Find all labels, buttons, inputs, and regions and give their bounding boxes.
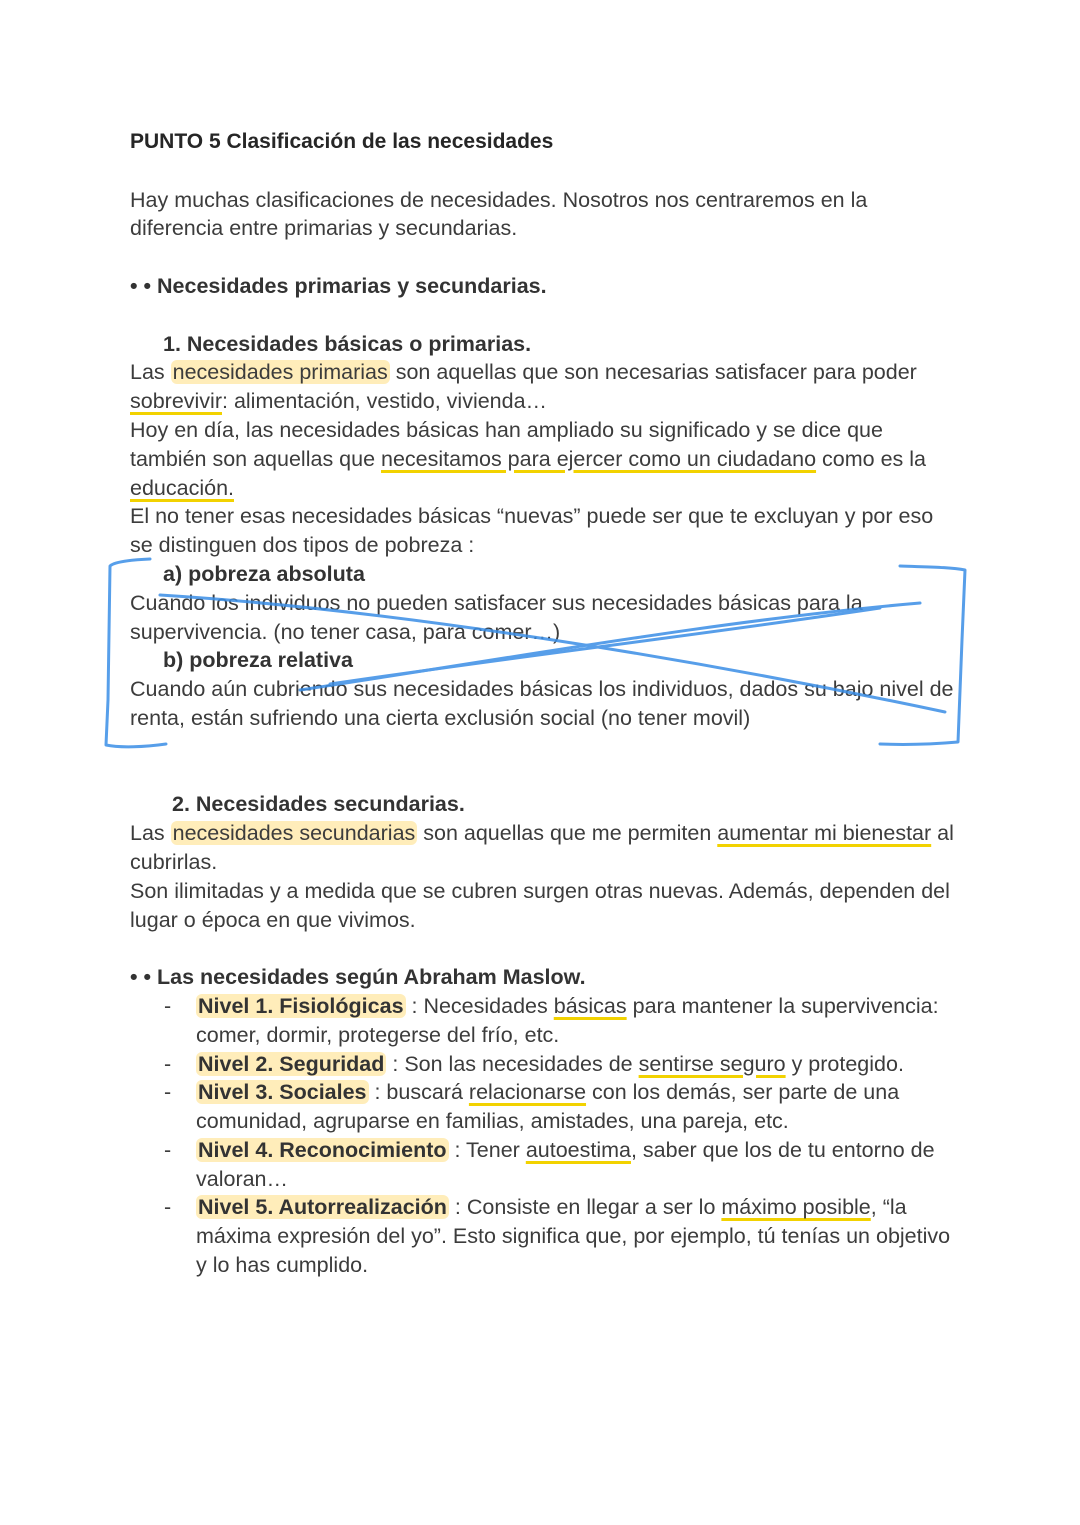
maslow-level-1: - Nivel 1. Fisiológicas : Necesidades básicas para mantener la supervivencia: comer, dormir, protegerse del frío, etc. [130, 992, 960, 1050]
underline-keyword: máximo posible [721, 1195, 871, 1220]
underline-bienestar: aumentar mi bienestar [717, 821, 932, 846]
item2-paragraph-1: Las necesidades secundarias son aquellas que me permiten aumentar mi bienestar al cubrirlas. [130, 821, 954, 874]
underline-keyword: relacionarse [468, 1080, 587, 1105]
level-label: Nivel 1. Fisiológicas [198, 993, 404, 1018]
pobreza-absoluta-text: Cuando los individuos no pueden satisfacer sus necesidades básicas para la supervivencia. (no tener casa, para comer…) [130, 590, 863, 644]
item1-paragraph-2: Hoy en día, las necesidades básicas han ampliado su significado y se dice que también son aquellas que necesitamos para ejercer como un ciudadano como es la educación. [130, 417, 926, 500]
underline-keyword: básicas [553, 993, 627, 1018]
list-dash: - [164, 1080, 172, 1105]
list-dash: - [164, 1137, 172, 1162]
maslow-level-2: - Nivel 2. Seguridad : Son las necesidades de sentirse seguro y protegido. [130, 1050, 960, 1079]
section-maslow-heading: • • Las necesidades según Abraham Maslow. [130, 965, 586, 990]
pobreza-relativa-text: Cuando aún cubriendo sus necesidades básicas los individuos, dados su bajo nivel de renta, están sufriendo una cierta exclusión social (no tener movil) [130, 677, 954, 730]
list-dash: - [164, 993, 172, 1018]
item2-heading: 2. Necesidades secundarias. [172, 792, 465, 817]
pobreza-absoluta-heading: a) pobreza absoluta [163, 561, 365, 586]
highlight-necesidades-secundarias: necesidades secundarias [172, 821, 416, 846]
underline-sobrevivir: sobrevivir [130, 389, 222, 414]
intro-paragraph: Hay muchas clasificaciones de necesidades. Nosotros nos centraremos en la diferencia entre primarias y secundarias. [130, 187, 868, 241]
underline-educacion: educación. [130, 475, 234, 500]
list-dash: - [164, 1195, 172, 1220]
level-label: Nivel 2. Seguridad [198, 1051, 385, 1076]
section-primarias-heading: • • Necesidades primarias y secundarias. [130, 273, 547, 298]
list-dash: - [164, 1051, 172, 1076]
item1-paragraph-1: Las necesidades primarias son aquellas que son necesarias satisfacer para poder sobrevivir: alimentación, vestido, vivienda… [130, 360, 917, 414]
maslow-level-3: - Nivel 3. Sociales : buscará relacionarse con los demás, ser parte de una comunidad, agruparse en familias, amistades, una pareja, etc. [130, 1078, 960, 1136]
item2-paragraph-2: Son ilimitadas y a medida que se cubren surgen otras nuevas. Además, dependen del lugar o época en que vivimos. [130, 878, 950, 932]
pobreza-relativa-heading: b) pobreza relativa [163, 648, 353, 673]
item1-paragraph-3: El no tener esas necesidades básicas “nuevas” puede ser que te excluyan y por eso se distinguen dos tipos de pobreza : [130, 504, 934, 558]
document-page [130, 128, 960, 1280]
level-label: Nivel 3. Sociales [198, 1080, 367, 1105]
level-label: Nivel 4. Reconocimiento [198, 1137, 447, 1162]
maslow-level-5: - Nivel 5. Autorrealización : Consiste en llegar a ser lo máximo posible, “la máxima expresión del yo”. Esto significa que, por ejemplo, tú tenías un objetivo y lo has cumplido. [130, 1193, 960, 1279]
underline-keyword: autoestima [525, 1137, 631, 1162]
underline-keyword: sentirse seguro [638, 1051, 786, 1076]
item1-heading: 1. Necesidades básicas o primarias. [163, 331, 532, 356]
maslow-level-4: - Nivel 4. Reconocimiento : Tener autoestima, saber que los de tu entorno de valoran… [130, 1136, 960, 1194]
highlight-necesidades-primarias: necesidades primarias [172, 360, 388, 385]
underline-ciudadano: necesitamos para ejercer como un ciudadano [381, 446, 817, 471]
page-title: PUNTO 5 Clasificación de las necesidades [130, 130, 554, 153]
level-label: Nivel 5. Autorrealización [198, 1195, 447, 1220]
